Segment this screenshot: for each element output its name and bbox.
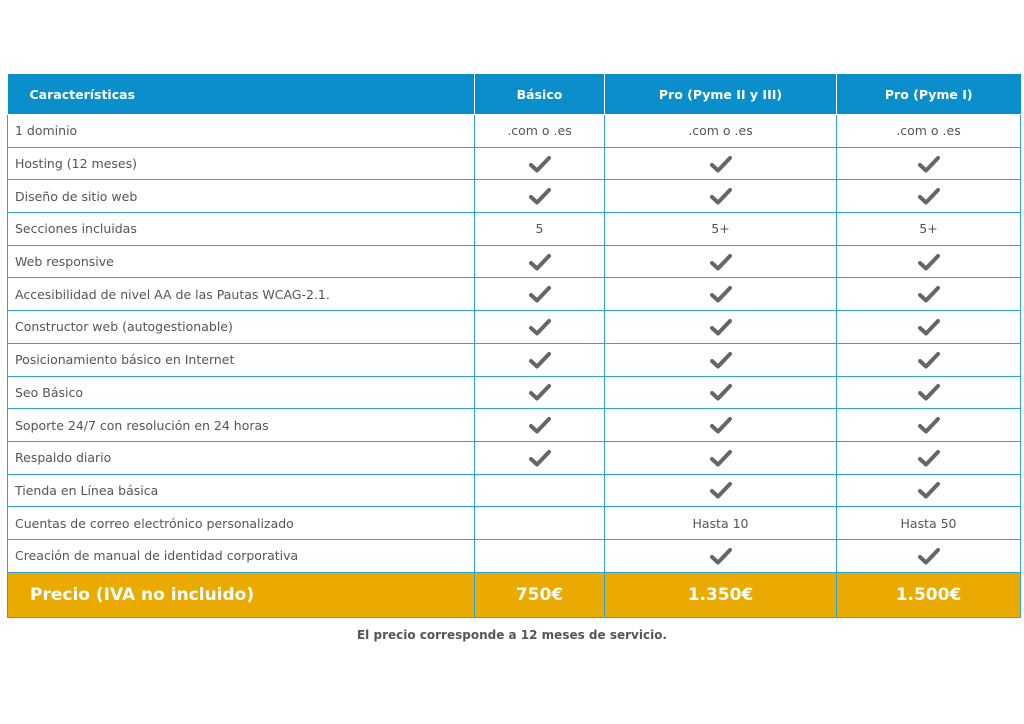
- plan-cell-included: [475, 441, 605, 474]
- table-row: [8, 539, 1021, 572]
- check-icon: [529, 417, 551, 432]
- table-row: [8, 474, 1021, 507]
- plan-cell-included: [837, 245, 1021, 278]
- check-icon: [710, 188, 732, 203]
- check-icon: [710, 384, 732, 399]
- feature-label: Posicionamiento básico en Internet: [8, 343, 475, 376]
- table-row: [8, 245, 1021, 278]
- check-icon: [918, 482, 940, 497]
- plan-cell-empty: [475, 474, 605, 507]
- check-icon: [710, 318, 732, 333]
- check-icon: [529, 286, 551, 301]
- check-icon: [710, 417, 732, 432]
- table-row: [8, 278, 1021, 311]
- feature-label: Cuentas de correo electrónico personalizado: [8, 507, 475, 540]
- plan-cell-empty: [475, 507, 605, 540]
- feature-label: Tienda en Línea básica: [8, 474, 475, 507]
- plan-cell-included: [475, 311, 605, 344]
- check-icon: [529, 449, 551, 464]
- check-icon: [918, 253, 940, 268]
- plan-cell-value: .com o .es: [837, 115, 1021, 148]
- check-icon: [918, 318, 940, 333]
- plan-cell-included: [605, 539, 837, 572]
- check-icon: [918, 547, 940, 562]
- table-row: [8, 213, 1021, 246]
- plan-cell-included: [475, 180, 605, 213]
- plan-cell-empty: [475, 539, 605, 572]
- feature-label: Accesibilidad de nivel AA de las Pautas WCAG-2.1.: [8, 278, 475, 311]
- check-icon: [918, 286, 940, 301]
- feature-label: Diseño de sitio web: [8, 180, 475, 213]
- plan-cell-included: [605, 474, 837, 507]
- check-icon: [918, 449, 940, 464]
- check-icon: [918, 384, 940, 399]
- check-icon: [918, 188, 940, 203]
- price-pro-pyme-i: 1.500€: [837, 572, 1021, 617]
- plan-cell-value: 5+: [605, 213, 837, 246]
- check-icon: [529, 155, 551, 170]
- check-icon: [529, 351, 551, 366]
- plan-cell-included: [605, 311, 837, 344]
- check-icon: [710, 155, 732, 170]
- table-row: [8, 507, 1021, 540]
- check-icon: [710, 253, 732, 268]
- plan-cell-included: [475, 343, 605, 376]
- plan-cell-included: [475, 409, 605, 442]
- plan-cell-included: [605, 278, 837, 311]
- plan-cell-included: [837, 474, 1021, 507]
- check-icon: [710, 351, 732, 366]
- pricing-table-container: [7, 74, 1020, 618]
- price-note: El precio corresponde a 12 meses de servicio.: [356, 628, 667, 642]
- header-plan-basico: Básico: [475, 74, 605, 115]
- header-features: Características: [8, 74, 475, 115]
- plan-cell-included: [837, 539, 1021, 572]
- check-icon: [710, 547, 732, 562]
- check-icon: [918, 155, 940, 170]
- price-row: [8, 572, 1021, 617]
- check-icon: [918, 351, 940, 366]
- plan-cell-included: [605, 441, 837, 474]
- check-icon: [710, 449, 732, 464]
- table-row: [8, 180, 1021, 213]
- feature-label: Respaldo diario: [8, 441, 475, 474]
- plan-cell-included: [837, 409, 1021, 442]
- plan-cell-included: [837, 147, 1021, 180]
- feature-label: Creación de manual de identidad corporativa: [8, 539, 475, 572]
- plan-cell-value: .com o .es: [605, 115, 837, 148]
- table-row: [8, 343, 1021, 376]
- check-icon: [529, 188, 551, 203]
- plan-cell-included: [837, 311, 1021, 344]
- plan-cell-included: [605, 376, 837, 409]
- price-pro-pyme-ii-iii: 1.350€: [605, 572, 837, 617]
- plan-cell-value: .com o .es: [475, 115, 605, 148]
- table-row: [8, 147, 1021, 180]
- plan-cell-included: [475, 147, 605, 180]
- feature-label: Soporte 24/7 con resolución en 24 horas: [8, 409, 475, 442]
- table-row: [8, 115, 1021, 148]
- plan-cell-included: [475, 376, 605, 409]
- plan-cell-value: 5+: [837, 213, 1021, 246]
- feature-label: Seo Básico: [8, 376, 475, 409]
- table-row: [8, 409, 1021, 442]
- header-plan-pro-pyme-ii-iii: Pro (Pyme II y III): [605, 74, 837, 115]
- table-row: [8, 311, 1021, 344]
- table-row: [8, 441, 1021, 474]
- feature-label: Constructor web (autogestionable): [8, 311, 475, 344]
- table-body: [8, 115, 1021, 573]
- plan-cell-included: [837, 376, 1021, 409]
- plan-cell-included: [605, 409, 837, 442]
- plan-cell-included: [475, 245, 605, 278]
- feature-label: Web responsive: [8, 245, 475, 278]
- header-plan-pro-pyme-i: Pro (Pyme I): [837, 74, 1021, 115]
- check-icon: [918, 417, 940, 432]
- feature-label: Hosting (12 meses): [8, 147, 475, 180]
- plan-cell-included: [605, 245, 837, 278]
- plan-cell-included: [475, 278, 605, 311]
- plan-cell-included: [837, 278, 1021, 311]
- plan-cell-included: [837, 343, 1021, 376]
- check-icon: [529, 318, 551, 333]
- plan-cell-included: [605, 147, 837, 180]
- plan-cell-value: Hasta 50: [837, 507, 1021, 540]
- plan-cell-value: Hasta 10: [605, 507, 837, 540]
- table-row: [8, 376, 1021, 409]
- plan-cell-included: [837, 441, 1021, 474]
- plan-cell-included: [837, 180, 1021, 213]
- table-header-row: [8, 74, 1021, 115]
- check-icon: [710, 482, 732, 497]
- plan-cell-value: 5: [475, 213, 605, 246]
- feature-label: 1 dominio: [8, 115, 475, 148]
- plan-cell-included: [605, 180, 837, 213]
- feature-label: Secciones incluidas: [8, 213, 475, 246]
- pricing-table: [7, 74, 1021, 618]
- price-basico: 750€: [475, 572, 605, 617]
- price-label: Precio (IVA no incluido): [8, 572, 475, 617]
- check-icon: [529, 253, 551, 268]
- plan-cell-included: [605, 343, 837, 376]
- check-icon: [710, 286, 732, 301]
- check-icon: [529, 384, 551, 399]
